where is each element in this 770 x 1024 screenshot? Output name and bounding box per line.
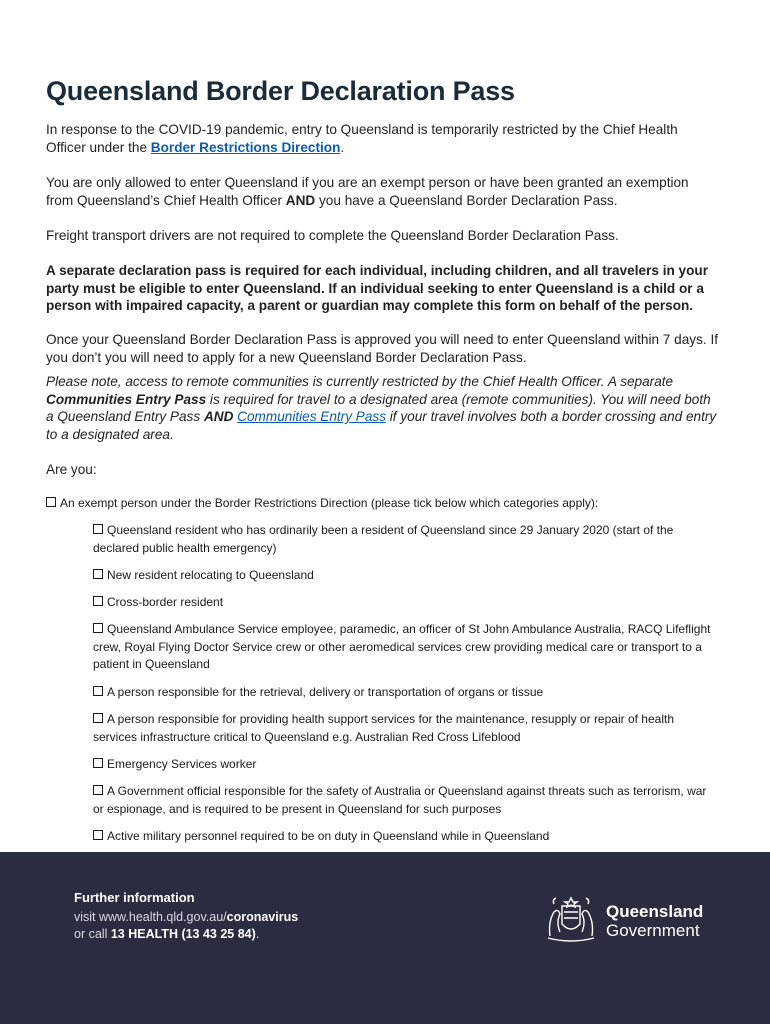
option-category[interactable]: Queensland resident who has ordinarily been a resident of Queensland since 29 January 2020 (start of the declared public health emergency) [93,523,674,555]
footer-phone: or call 13 HEALTH (13 43 25 84). [74,927,260,941]
option-category[interactable]: Emergency Services worker [93,756,718,774]
queensland-government-logo [542,892,712,948]
coat-of-arms-icon [542,892,600,946]
freight-paragraph: Freight transport drivers are not required to complete the Queensland Border Declaration Pass. [46,228,619,243]
option-category[interactable]: A person responsible for the retrieval, delivery or transportation of organs or tissue [93,684,718,702]
checkbox[interactable] [93,623,103,633]
option-category[interactable]: New resident relocating to Queensland [93,567,718,585]
checkbox[interactable] [93,686,103,696]
communities-entry-pass-link[interactable]: Communities Entry Pass [237,409,386,424]
checkbox[interactable] [93,596,103,606]
separate-pass-paragraph: A separate declaration pass is required for each individual, including children, and all travelers in your party must be eligible to enter Queensland. If an individual seeking to enter Queensland is a child or a person with impaired capacity, a parent or guardian may complete this form on behalf of the person. [46,263,709,313]
footer-banner [0,852,770,1024]
option-category[interactable]: Cross-border resident [93,594,718,612]
border-restrictions-link[interactable]: Border Restrictions Direction [150,139,341,155]
footer-website: visit www.health.qld.gov.au/coronavirus [74,910,299,924]
checkbox[interactable] [93,785,103,795]
checkbox[interactable] [93,524,103,534]
checkbox[interactable] [93,758,103,768]
logo-line-government: Government [606,921,700,940]
footer-heading: Further information [74,890,195,905]
logo-line-queensland: Queensland [606,902,704,921]
intro-paragraph: In response to the COVID-19 pandemic, entry to Queensland is temporarily restricted by the Chief Health Officer under the Border Restrictions Direction. [46,122,678,155]
checkbox[interactable] [46,497,56,507]
option-category[interactable]: Queensland Ambulance Service employee, paramedic, an officer of St John Ambulance Australia, RACQ Lifeflight crew, Royal Flying Doctor Service crew or other aeromedical services crew providing medical care or transport to a patient in Queensland [93,622,711,671]
are-you-label: Are you: [46,462,97,477]
remote-communities-note: Please note, access to remote communities is currently restricted by the Chief Health Officer. A separate Communities Entry Pass is required for travel to a designated area (remote communities). You will need both a Queensland Entry Pass AND Communities Entry Pass if your travel involves both a border crossing and entry to a designated area. [46,374,717,442]
approved-paragraph: Once your Queensland Border Declaration Pass is approved you will need to enter Queensland within 7 days. If you don’t you will need to apply for a new Queensland Border Declaration Pass. [46,332,718,365]
page-title: Queensland Border Declaration Pass [46,76,515,106]
option-category[interactable]: A person responsible for providing health support services for the maintenance, resupply or repair of health services infrastructure critical to Queensland e.g. Australian Red Cross Lifeblood [93,712,674,744]
checkbox[interactable] [93,713,103,723]
option-category[interactable]: A Government official responsible for the safety of Australia or Queensland against threats such as terrorism, war or espionage, and is required to be present in Queensland for such purposes [93,784,707,816]
checkbox[interactable] [93,830,103,840]
option-category[interactable]: Active military personnel required to be on duty in Queensland while in Queensland [93,828,718,846]
option-exempt-person[interactable]: An exempt person under the Border Restrictions Direction (please tick below which categories apply): [46,495,726,513]
checkbox[interactable] [93,569,103,579]
allowed-paragraph: You are only allowed to enter Queensland if you are an exempt person or have been granted an exemption from Queensland’s Chief Health Officer AND you have a Queensland Border Declaration Pass. [46,175,689,208]
